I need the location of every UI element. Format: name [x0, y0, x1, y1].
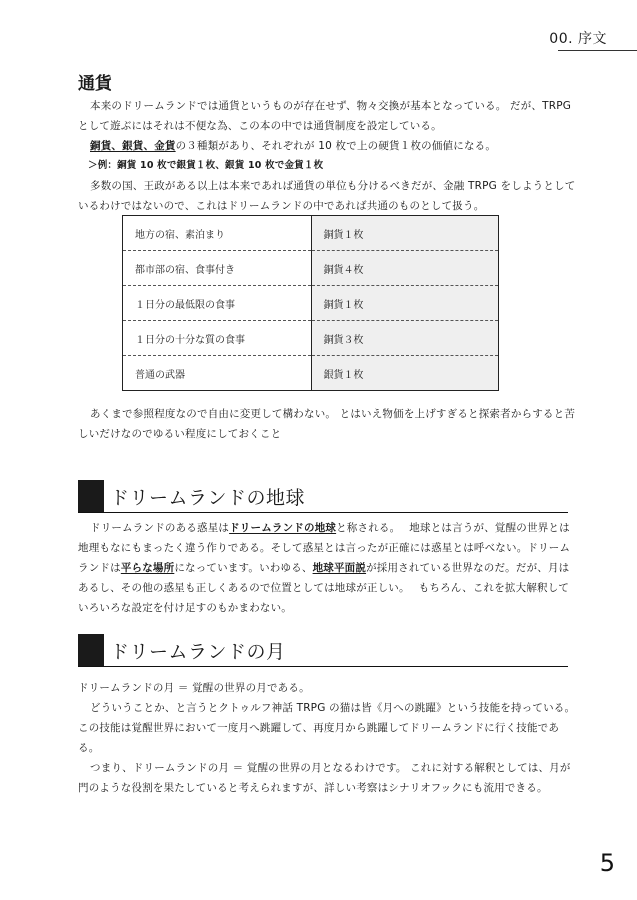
moon-section-heading: [78, 634, 568, 667]
coin-types-rest: の３種類があり、それぞれが 10 枚で上の硬貨１枚の価値になる。: [175, 140, 497, 152]
earth-term-flat: 平らな場所: [120, 562, 175, 574]
earth-text-1: ドリームランドのある惑星は: [90, 522, 230, 534]
earth-section-heading: [78, 480, 568, 513]
table-row: [123, 286, 499, 321]
heading-square-icon: [78, 634, 104, 666]
table-price: 銅貨３枚: [311, 321, 498, 356]
table-price: 銀貨１枚: [311, 356, 498, 391]
earth-text-4: が採用されている世界なのだ。だが、月はあるし、その他の惑星も正しくあるので位置としては地球が正しい。 もちろん、これを拡大解釈していろいろな設定を付け足すのもかまわない。: [78, 562, 570, 614]
table-row: [123, 356, 499, 391]
table-row: [123, 321, 499, 356]
currency-example-note: ＞例：銅貨 10 枚で銀貨１枚、銀貨 10 枚で金貨１枚: [88, 160, 324, 171]
currency-paragraph-2: [78, 136, 578, 156]
earth-text-2: と称される。 地球とは言うが、覚醒の世界とは地理もなにもまったく違う作りである。そして惑星とは言ったが正確には惑星とは呼べない。ドリームランドは: [78, 522, 571, 574]
table-price: 銅貨１枚: [311, 216, 498, 251]
moon-paragraph-1: ドリームランドの月 ＝ 覚醒の世界の月である。: [78, 682, 310, 694]
currency-title: 通貨: [78, 74, 112, 94]
table-price: 銅貨１枚: [311, 286, 498, 321]
moon-paragraph-2: どういうことか、と言うとクトゥルフ神話 TRPG の猫は皆《月への跳躍》という技能を持っている。この技能は覚醒世界において一度月へ跳躍して、再度月から跳躍してドリームランドに行く技能である。: [78, 702, 576, 754]
currency-paragraph-1: 本来のドリームランドでは通貨というものが存在せず、物々交換が基本となっている。 だが、TRPG として遊ぶにはそれは不便な為、この本の中では通貨制度を設定している。: [78, 100, 572, 132]
table-price: 銅貨４枚: [311, 251, 498, 286]
earth-term-flat-earth: 地球平面説: [312, 562, 367, 574]
page-number: 5: [599, 849, 615, 877]
table-row: [123, 251, 499, 286]
price-table: [122, 215, 499, 391]
table-item: 地方の宿、素泊まり: [123, 216, 312, 251]
currency-after-table: [78, 404, 578, 444]
table-item: 普通の武器: [135, 369, 185, 381]
earth-body: [78, 518, 578, 618]
heading-square-icon: [78, 480, 104, 512]
table-item: １日分の最低限の食事: [123, 286, 312, 321]
earth-heading-text: ドリームランドの地球: [110, 487, 306, 509]
moon-heading-text: ドリームランドの月: [110, 641, 286, 663]
currency-paragraph-3: 多数の国、王政がある以上は本来であれば通貨の単位も分けるべきだが、金融 TRPG をしようとしているわけではないので、これはドリームランドの中であれば共通のものとして扱う。: [78, 180, 576, 212]
earth-paragraph: [78, 518, 578, 618]
table-row: [123, 216, 499, 251]
table-item: 都市部の宿、食事付き: [123, 251, 312, 286]
earth-text-3: になっています。いわゆる、: [174, 562, 313, 574]
table-item: １日分の十分な質の食事: [123, 321, 312, 356]
currency-after-paragraph: あくまで参照程度なので自由に変更して構わない。 とはいえ物価を上げすぎると探索者からすると苦しいだけなのでゆるい程度にしておくこと: [78, 408, 576, 440]
moon-paragraph-3: つまり、ドリームランドの月 ＝ 覚醒の世界の月となるわけです。 これに対する解釈としては、月が門のような役割を果たしていると考えられますが、詳しい考察はシナリオフックにも流用できる。: [78, 762, 571, 794]
currency-body: [78, 96, 578, 216]
chapter-label: 00. 序文: [549, 31, 607, 47]
earth-term-earth: ドリームランドの地球: [229, 522, 337, 534]
moon-body: [78, 678, 578, 798]
coin-types: 銅貨、銀貨、金貨: [90, 140, 176, 152]
header-rule: [558, 50, 637, 51]
